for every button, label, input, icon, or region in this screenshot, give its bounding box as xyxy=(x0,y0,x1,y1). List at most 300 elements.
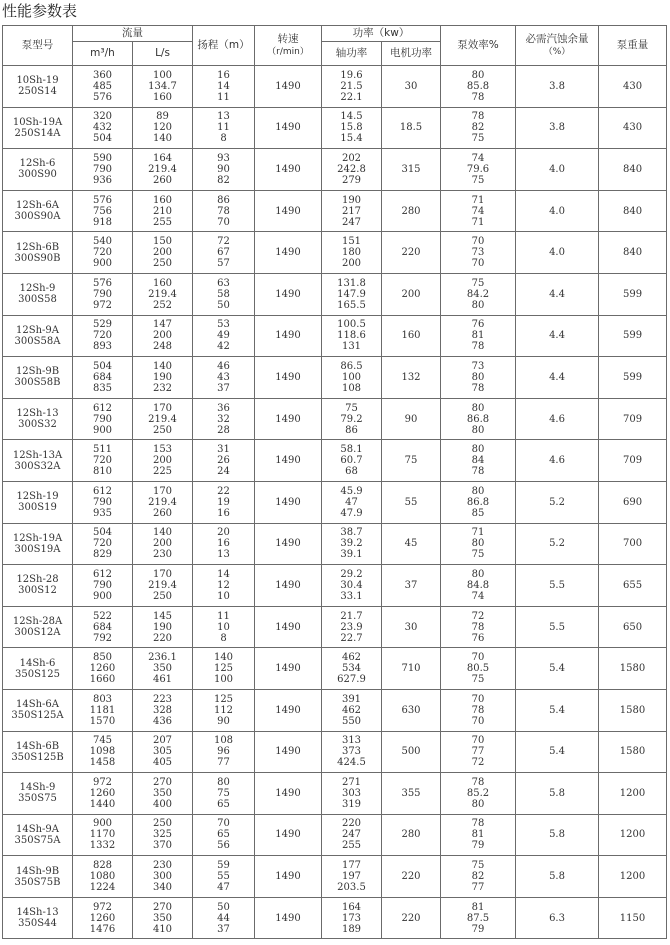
cell-flow-m3h xyxy=(73,190,133,232)
cell-head-value: 100 xyxy=(213,674,234,686)
cell-flow-ls-value: 219.4 xyxy=(148,579,177,591)
cell-efficiency-value: 70 xyxy=(471,735,485,747)
cell-head-value: 31 xyxy=(217,444,230,456)
cell-efficiency-value: 70 xyxy=(471,652,485,664)
cell-motor-power: 200 xyxy=(382,273,441,315)
cell-flow-m3h-value: 918 xyxy=(92,216,113,228)
cell-head xyxy=(193,398,255,440)
cell-weight: 840 xyxy=(599,149,667,191)
cell-head-value: 26 xyxy=(217,455,230,467)
cell-head xyxy=(193,606,255,648)
cell-flow-ls-value: 210 xyxy=(152,205,173,217)
cell-model-value: 14Sh-9 xyxy=(19,782,56,794)
cell-flow-m3h xyxy=(73,232,133,274)
cell-flow-m3h-value: 790 xyxy=(92,496,113,508)
cell-flow-ls-value: 100 xyxy=(152,69,173,81)
page-title: 性能参数表 xyxy=(2,2,78,20)
cell-speed: 1490 xyxy=(255,440,322,482)
cell-head-value: 65 xyxy=(217,829,230,841)
cell-head-value: 14 xyxy=(217,80,230,92)
cell-flow-m3h-value: 612 xyxy=(92,568,113,580)
cell-flow-ls xyxy=(133,273,193,315)
cell-head-value: 46 xyxy=(217,360,230,372)
cell-flow-m3h-value: 1476 xyxy=(89,923,116,935)
cell-head-value: 90 xyxy=(217,715,230,727)
cell-flow-m3h-value: 1332 xyxy=(89,840,116,852)
cell-efficiency-value: 70 xyxy=(471,715,485,727)
cell-flow-m3h xyxy=(73,565,133,607)
cell-shaft-power xyxy=(322,606,382,648)
cell-model xyxy=(3,232,73,274)
cell-model-value: 14Sh-9B xyxy=(15,865,60,877)
cell-motor-power: 355 xyxy=(382,773,441,815)
cell-flow-ls-value: 200 xyxy=(152,330,173,342)
table-body xyxy=(3,66,667,939)
cell-weight: 700 xyxy=(599,523,667,565)
cell-flow-m3h-value: 320 xyxy=(92,111,113,123)
cell-model-value: 12Sh-19A xyxy=(12,532,63,544)
cell-flow-m3h-value: 1181 xyxy=(89,704,116,716)
cell-efficiency-value: 75 xyxy=(471,549,485,561)
cell-flow-m3h-value: 504 xyxy=(92,133,113,145)
cell-flow-ls-value: 200 xyxy=(152,247,173,259)
cell-flow-ls xyxy=(133,856,193,898)
cell-shaft-power-value: 100.5 xyxy=(337,319,366,331)
cell-npsh: 5.8 xyxy=(516,773,599,815)
table-row xyxy=(3,107,667,149)
cell-efficiency xyxy=(441,731,516,773)
cell-model-value: 300S58A xyxy=(14,335,61,347)
cell-shaft-power-value: 202 xyxy=(341,152,362,164)
cell-flow-m3h-value: 1440 xyxy=(89,798,116,810)
cell-efficiency-value: 78 xyxy=(471,111,485,123)
cell-efficiency-value: 81 xyxy=(471,330,485,342)
cell-flow-ls xyxy=(133,315,193,357)
cell-efficiency-value: 78 xyxy=(471,466,485,478)
cell-flow-ls-value: 410 xyxy=(152,923,173,935)
cell-efficiency-value: 78 xyxy=(471,91,485,103)
cell-efficiency-value: 84 xyxy=(471,455,485,467)
cell-shaft-power-value: 177 xyxy=(341,860,362,872)
cell-flow-ls-value: 140 xyxy=(152,133,173,145)
cell-head xyxy=(193,190,255,232)
cell-flow-m3h-value: 790 xyxy=(92,413,113,425)
cell-efficiency-value: 79.6 xyxy=(466,163,490,175)
table-row xyxy=(3,149,667,191)
cell-head-value: 37 xyxy=(217,382,230,394)
cell-shaft-power xyxy=(322,523,382,565)
cell-motor-power: 280 xyxy=(382,190,441,232)
cell-efficiency-value: 73 xyxy=(471,360,485,372)
cell-flow-m3h-value: 720 xyxy=(92,455,113,467)
cell-efficiency-value: 80 xyxy=(471,424,485,436)
cell-flow-ls-value: 150 xyxy=(152,236,173,248)
cell-efficiency-value: 80 xyxy=(471,69,485,81)
cell-efficiency-value: 78 xyxy=(471,341,485,353)
cell-flow-ls-value: 219.4 xyxy=(148,413,177,425)
cell-efficiency-value: 86.8 xyxy=(466,413,490,425)
cell-flow-ls-value: 164 xyxy=(152,152,173,164)
cell-efficiency-value: 70 xyxy=(471,236,485,248)
cell-flow-m3h-value: 790 xyxy=(92,579,113,591)
cell-flow-m3h-value: 790 xyxy=(92,163,113,175)
cell-efficiency xyxy=(441,897,516,939)
cell-efficiency xyxy=(441,149,516,191)
cell-flow-ls-value: 230 xyxy=(152,860,173,872)
cell-model-value: 10Sh-19 xyxy=(16,75,59,87)
cell-flow-ls-value: 190 xyxy=(152,371,173,383)
cell-flow-ls xyxy=(133,648,193,690)
cell-shaft-power-value: 242.8 xyxy=(337,163,366,175)
cell-shaft-power-value: 21.5 xyxy=(340,80,363,92)
cell-weight: 599 xyxy=(599,357,667,399)
cell-flow-ls-value: 232 xyxy=(152,382,173,394)
cell-efficiency-value: 71 xyxy=(471,216,485,228)
cell-flow-m3h-value: 790 xyxy=(92,288,113,300)
table-row xyxy=(3,897,667,939)
cell-head-value: 72 xyxy=(217,236,230,248)
cell-flow-ls-value: 270 xyxy=(152,901,173,913)
cell-efficiency-value: 78 xyxy=(471,776,485,788)
cell-shaft-power xyxy=(322,689,382,731)
cell-efficiency-value: 78 xyxy=(471,621,485,633)
cell-flow-m3h-value: 828 xyxy=(92,860,113,872)
cell-efficiency xyxy=(441,398,516,440)
cell-head-value: 63 xyxy=(217,277,230,289)
cell-flow-m3h xyxy=(73,357,133,399)
cell-model-value: 12Sh-13A xyxy=(12,449,63,461)
cell-model xyxy=(3,897,73,939)
header-efficiency: 泵效率% xyxy=(441,26,516,66)
cell-head-value: 93 xyxy=(217,152,230,164)
cell-head-value: 32 xyxy=(217,413,230,425)
cell-efficiency-value: 72 xyxy=(471,757,485,769)
cell-flow-ls-value: 305 xyxy=(152,746,173,758)
cell-shaft-power xyxy=(322,481,382,523)
cell-efficiency xyxy=(441,814,516,856)
cell-npsh: 5.4 xyxy=(516,689,599,731)
cell-flow-ls-value: 170 xyxy=(152,485,173,497)
cell-motor-power: 30 xyxy=(382,66,441,108)
cell-model xyxy=(3,273,73,315)
cell-npsh: 5.8 xyxy=(516,814,599,856)
table-row xyxy=(3,731,667,773)
cell-head-value: 56 xyxy=(217,840,230,852)
cell-efficiency xyxy=(441,523,516,565)
cell-model-value: 300S19A xyxy=(14,543,61,555)
cell-flow-m3h-value: 576 xyxy=(92,277,113,289)
cell-head xyxy=(193,814,255,856)
cell-flow-m3h-value: 1260 xyxy=(89,787,116,799)
cell-head xyxy=(193,107,255,149)
cell-flow-m3h-value: 540 xyxy=(92,236,113,248)
cell-flow-ls-value: 160 xyxy=(152,277,173,289)
cell-efficiency xyxy=(441,273,516,315)
cell-head-value: 86 xyxy=(217,194,230,206)
cell-model xyxy=(3,689,73,731)
cell-flow-ls-value: 255 xyxy=(152,216,173,228)
cell-flow-m3h-value: 900 xyxy=(92,258,113,270)
cell-flow-ls-value: 140 xyxy=(152,360,173,372)
cell-model-value: 300S12 xyxy=(18,585,57,597)
cell-efficiency-value: 79 xyxy=(471,923,485,935)
cell-model-value: 12Sh-6 xyxy=(19,158,56,170)
table-row xyxy=(3,689,667,731)
cell-shaft-power-value: 189 xyxy=(341,923,362,935)
cell-flow-ls xyxy=(133,773,193,815)
cell-npsh: 3.8 xyxy=(516,107,599,149)
cell-head-value: 11 xyxy=(217,91,230,103)
cell-flow-m3h-value: 485 xyxy=(92,80,113,92)
cell-speed: 1490 xyxy=(255,398,322,440)
cell-flow-m3h-value: 900 xyxy=(92,818,113,830)
cell-model-value: 350S125B xyxy=(11,751,64,763)
cell-shaft-power-value: 39.2 xyxy=(340,538,363,550)
cell-head xyxy=(193,66,255,108)
cell-weight: 430 xyxy=(599,107,667,149)
cell-head-value: 43 xyxy=(217,371,230,383)
cell-model xyxy=(3,149,73,191)
cell-flow-m3h-value: 720 xyxy=(92,538,113,550)
cell-npsh: 4.0 xyxy=(516,190,599,232)
cell-shaft-power-value: 200 xyxy=(341,258,362,270)
cell-flow-ls-value: 340 xyxy=(152,882,173,894)
cell-flow-ls xyxy=(133,897,193,939)
cell-speed: 1490 xyxy=(255,149,322,191)
cell-shaft-power-value: 462 xyxy=(341,652,362,664)
cell-model-value: 300S19 xyxy=(18,502,57,514)
cell-flow-ls-value: 219.4 xyxy=(148,288,177,300)
header-speed-unit: （r/min） xyxy=(267,46,309,57)
cell-motor-power: 315 xyxy=(382,149,441,191)
cell-head-value: 19 xyxy=(217,496,230,508)
cell-shaft-power-value: 180 xyxy=(341,247,362,259)
cell-flow-m3h-value: 612 xyxy=(92,402,113,414)
cell-head xyxy=(193,440,255,482)
cell-shaft-power-value: 19.6 xyxy=(340,69,363,81)
cell-head-value: 11 xyxy=(217,610,230,622)
cell-flow-ls xyxy=(133,481,193,523)
cell-model-value: 300S32 xyxy=(18,419,57,431)
cell-weight: 1200 xyxy=(599,773,667,815)
cell-efficiency xyxy=(441,481,516,523)
cell-efficiency-value: 85.2 xyxy=(466,787,490,799)
cell-model xyxy=(3,440,73,482)
header-motor-power: 电机功率 xyxy=(382,42,441,66)
cell-model xyxy=(3,66,73,108)
cell-shaft-power-value: 255 xyxy=(341,840,362,852)
cell-shaft-power-value: 627.9 xyxy=(337,674,366,686)
cell-flow-ls-value: 250 xyxy=(152,424,173,436)
cell-shaft-power-value: 190 xyxy=(341,194,362,206)
cell-flow-m3h-value: 900 xyxy=(92,590,113,602)
cell-npsh: 6.3 xyxy=(516,897,599,939)
cell-model xyxy=(3,565,73,607)
cell-efficiency-value: 80 xyxy=(471,538,485,550)
cell-head-value: 125 xyxy=(213,693,234,705)
cell-head-value: 42 xyxy=(217,341,230,353)
cell-flow-m3h xyxy=(73,689,133,731)
cell-flow-ls-value: 220 xyxy=(152,632,173,644)
cell-flow-m3h-value: 1660 xyxy=(89,674,116,686)
cell-flow-ls xyxy=(133,440,193,482)
cell-shaft-power-value: 131.8 xyxy=(337,277,366,289)
cell-model-value: 12Sh-28 xyxy=(16,574,59,586)
cell-flow-m3h-value: 684 xyxy=(92,621,113,633)
cell-flow-ls-value: 134.7 xyxy=(148,80,177,92)
cell-npsh: 4.0 xyxy=(516,232,599,274)
table-row xyxy=(3,190,667,232)
cell-model-value: 10Sh-19A xyxy=(12,116,63,128)
cell-shaft-power-value: 29.2 xyxy=(340,568,363,580)
cell-shaft-power-value: 217 xyxy=(341,205,362,217)
cell-shaft-power-value: 247 xyxy=(341,216,362,228)
cell-efficiency xyxy=(441,856,516,898)
cell-head-value: 36 xyxy=(217,402,230,414)
cell-shaft-power-value: 58.1 xyxy=(340,444,363,456)
cell-model-value: 12Sh-9A xyxy=(16,324,59,336)
cell-flow-m3h-value: 504 xyxy=(92,360,113,372)
cell-flow-m3h xyxy=(73,648,133,690)
cell-flow-ls-value: 250 xyxy=(152,258,173,270)
cell-efficiency-value: 75 xyxy=(471,277,485,289)
cell-flow-m3h-value: 835 xyxy=(92,382,113,394)
cell-shaft-power-value: 550 xyxy=(341,715,362,727)
cell-efficiency xyxy=(441,66,516,108)
cell-flow-m3h-value: 850 xyxy=(92,652,113,664)
cell-shaft-power-value: 68 xyxy=(345,466,358,478)
cell-head-value: 112 xyxy=(213,704,234,716)
cell-model-value: 350S125A xyxy=(11,710,64,722)
cell-head xyxy=(193,481,255,523)
cell-flow-ls-value: 350 xyxy=(152,912,173,924)
cell-weight: 1580 xyxy=(599,689,667,731)
cell-shaft-power-value: 79.2 xyxy=(340,413,363,425)
cell-model-value: 14Sh-6B xyxy=(15,740,60,752)
cell-efficiency-value: 71 xyxy=(471,527,485,539)
cell-flow-m3h-value: 1170 xyxy=(89,829,116,841)
cell-motor-power: 220 xyxy=(382,856,441,898)
cell-shaft-power-value: 462 xyxy=(341,704,362,716)
cell-head-value: 140 xyxy=(213,652,234,664)
cell-flow-ls-value: 436 xyxy=(152,715,173,727)
cell-weight: 690 xyxy=(599,481,667,523)
cell-head-value: 47 xyxy=(217,882,230,894)
cell-flow-m3h-value: 720 xyxy=(92,247,113,259)
cell-head-value: 75 xyxy=(217,787,230,799)
cell-flow-ls-value: 252 xyxy=(152,299,173,311)
cell-shaft-power-value: 313 xyxy=(341,735,362,747)
cell-flow-m3h-value: 1458 xyxy=(89,757,116,769)
cell-shaft-power-value: 22.7 xyxy=(340,632,363,644)
cell-head-value: 22 xyxy=(217,485,230,497)
cell-head xyxy=(193,315,255,357)
cell-shaft-power-value: 534 xyxy=(341,663,362,675)
cell-flow-ls-value: 145 xyxy=(152,610,173,622)
cell-efficiency-value: 75 xyxy=(471,860,485,872)
cell-model xyxy=(3,648,73,690)
cell-flow-ls xyxy=(133,523,193,565)
cell-flow-ls-value: 405 xyxy=(152,757,173,769)
cell-model-value: 350S125 xyxy=(14,668,61,680)
cell-flow-ls xyxy=(133,398,193,440)
header-shaft-power: 轴功率 xyxy=(322,42,382,66)
cell-flow-ls-value: 160 xyxy=(152,91,173,103)
table-row xyxy=(3,398,667,440)
cell-speed: 1490 xyxy=(255,897,322,939)
cell-head-value: 12 xyxy=(217,579,230,591)
cell-head-value: 44 xyxy=(217,912,230,924)
cell-flow-m3h-value: 893 xyxy=(92,341,113,353)
cell-motor-power: 500 xyxy=(382,731,441,773)
cell-head-value: 49 xyxy=(217,330,230,342)
cell-speed: 1490 xyxy=(255,357,322,399)
cell-flow-ls-value: 153 xyxy=(152,444,173,456)
cell-shaft-power-value: 391 xyxy=(341,693,362,705)
cell-flow-m3h xyxy=(73,897,133,939)
cell-efficiency-value: 85.8 xyxy=(466,80,490,92)
cell-shaft-power-value: 14.5 xyxy=(340,111,363,123)
header-weight: 泵重量 xyxy=(599,26,667,66)
cell-flow-ls-value: 350 xyxy=(152,787,173,799)
cell-npsh: 5.5 xyxy=(516,606,599,648)
cell-model-value: 300S90A xyxy=(14,211,61,223)
cell-shaft-power-value: 319 xyxy=(341,798,362,810)
cell-model xyxy=(3,481,73,523)
cell-model-value: 350S75A xyxy=(14,834,61,846)
cell-flow-m3h xyxy=(73,398,133,440)
cell-shaft-power xyxy=(322,398,382,440)
cell-flow-ls-value: 120 xyxy=(152,122,173,134)
cell-flow-ls-value: 400 xyxy=(152,798,173,810)
cell-efficiency-value: 71 xyxy=(471,194,485,206)
cell-npsh: 3.8 xyxy=(516,66,599,108)
cell-model xyxy=(3,107,73,149)
cell-npsh: 4.6 xyxy=(516,440,599,482)
table-row xyxy=(3,440,667,482)
cell-efficiency xyxy=(441,440,516,482)
cell-shaft-power xyxy=(322,897,382,939)
cell-head-value: 14 xyxy=(217,568,230,580)
cell-flow-m3h-value: 684 xyxy=(92,371,113,383)
cell-motor-power: 45 xyxy=(382,523,441,565)
table-row xyxy=(3,648,667,690)
cell-efficiency-value: 84.2 xyxy=(466,288,490,300)
cell-shaft-power xyxy=(322,731,382,773)
cell-flow-m3h-value: 1098 xyxy=(89,746,116,758)
cell-head xyxy=(193,648,255,690)
cell-flow-ls-value: 89 xyxy=(156,111,169,123)
cell-speed: 1490 xyxy=(255,273,322,315)
cell-head-value: 20 xyxy=(217,527,230,539)
cell-flow-ls-value: 219.4 xyxy=(148,496,177,508)
cell-head-value: 8 xyxy=(220,632,227,644)
cell-shaft-power-value: 197 xyxy=(341,871,362,883)
cell-model-value: 300S90 xyxy=(18,169,57,181)
cell-flow-m3h xyxy=(73,773,133,815)
cell-model-value: 300S32A xyxy=(14,460,61,472)
cell-head xyxy=(193,149,255,191)
cell-speed: 1490 xyxy=(255,66,322,108)
cell-flow-m3h-value: 612 xyxy=(92,485,113,497)
cell-flow-m3h-value: 829 xyxy=(92,549,113,561)
cell-head-value: 65 xyxy=(217,798,230,810)
cell-weight: 709 xyxy=(599,440,667,482)
cell-speed: 1490 xyxy=(255,315,322,357)
cell-model-value: 300S90B xyxy=(14,252,61,264)
cell-head xyxy=(193,856,255,898)
cell-head-value: 78 xyxy=(217,205,230,217)
